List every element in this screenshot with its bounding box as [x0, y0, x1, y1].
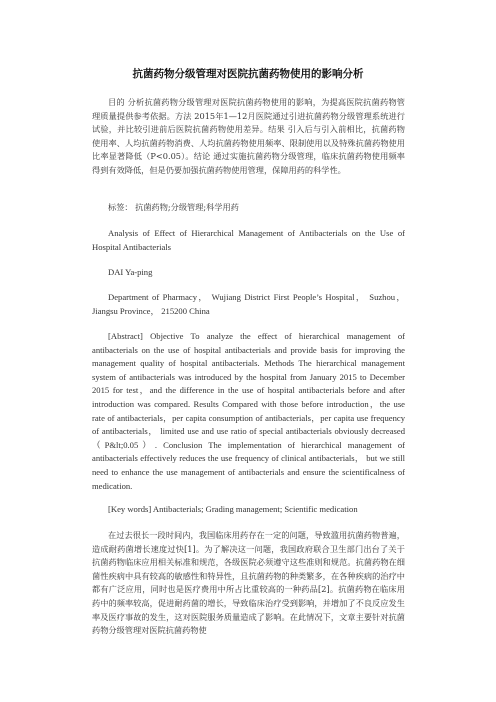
author-name: DAI Ya-ping [108, 267, 153, 277]
keywords-chinese: 标签： 抗菌药物;分级管理;科学用药 [108, 202, 239, 212]
abstract-english: [Abstract] Objective To analyze the effect of hierarchical management of antibacterials on the use of hospital antibacterials and provide basis for improving the management quality of hospital antibacterials. Methods The hierarchical management system of antibacterials was introduced by the hospital from January 2015 to December 2015 for test，and the difference in the use of hospital antibacterials before and after introduction was compared. Results Compared with those before introduction，the use rate of antibacterials，per capita consumption of antibacterials，per capita use frequency of antibacterials， limited use and use ratio of special antibacterials obviously decreased（P&lt;0.05）. Conclusion The implementation of hierarchical management of antibacterials effectively reduces the use frequency of clinical antibacterials， but we still need to enhance the use management of antibacterials and ensure the scientificalness of medication. [92, 331, 405, 491]
abstract-chinese: 目的 分析抗菌药物分级管理对医院抗菌药物使用的影响，为提高医院抗菌药物管理质量提供参考依据。方法 2015年1—12月医院通过引进抗菌药物分级管理系统进行试验，并比较引进前后医院抗菌药物使用差异。结果 引入后与引入前相比，抗菌药物使用率、人均抗菌药物消费、人均抗菌药物使用频率、限制使用以及特殊抗菌药物使用比率显著降低（P<0.05）。结论 通过实施抗菌药物分级管理，临床抗菌药物使用频率得到有效降低，但是仍要加强抗菌药物使用管理，保障用药的科学性。 [92, 97, 405, 175]
english-title: Analysis of Effect of Hierarchical Management of Antibacterials on the Use of Hospital Antibacterials [92, 228, 405, 252]
author-affiliation: Department of Pharmacy， Wujiang District First People’s Hospital， Suzhou， Jiangsu Province， 215200 China [92, 292, 405, 316]
keywords-english: [Key words] Antibacterials; Grading management; Scientific medication [108, 504, 358, 514]
paper-title: 抗菌药物分级管理对医院抗菌药物使用的影响分析 [132, 68, 364, 80]
body-paragraph: 在过去很长一段时间内，我国临床用药存在一定的问题，导致滥用抗菌药物普遍，造成耐药菌增长速度过快[1]。为了解决这一问题，我国政府联合卫生部门出台了关于抗菌药物临床应用相关标准和规范，各级医院必须遵守这些准则和规范。抗菌药物在细菌性疾病中具有较高的敏感性和特异性，且抗菌药物的种类繁多，在各种疾病的治疗中都有广泛应用，同时也是医疗费用中所占比重较高的一种药品[2]。抗菌药物在临床用药中的频率较高，促进耐药菌的增长，导致临床治疗受到影响，并增加了不良反应发生率及医疗事故的发生，这对医院服务质量造成了影响。在此情况下，文章主要针对抗菌药物分级管理对医院抗菌药物使 [92, 530, 405, 636]
